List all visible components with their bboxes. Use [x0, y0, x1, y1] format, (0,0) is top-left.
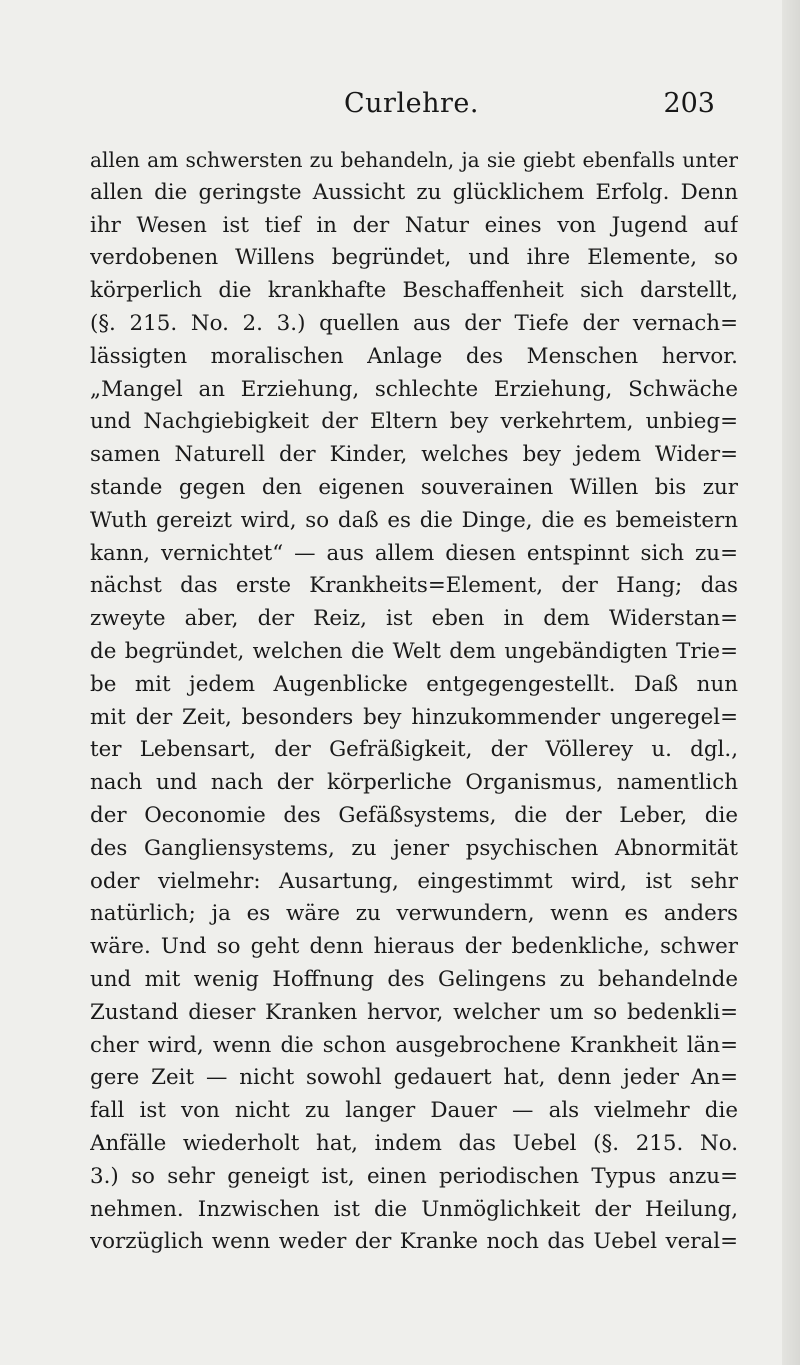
text-line: cher wird, wenn die schon ausgebrochene Krankheit län=	[90, 1032, 738, 1058]
text-line: wäre. Und so geht denn hieraus der bedenkliche, schwer	[90, 934, 738, 960]
text-line: mit der Zeit, besonders bey hinzukommender ungeregel=	[90, 704, 738, 730]
text-line: „Mangel an Erziehung, schlechte Erziehung, Schwäche	[90, 376, 738, 402]
text-line: allen die geringste Aussicht zu glücklichem Erfolg. Denn	[90, 179, 738, 205]
text-line: stande gegen den eigenen souverainen Willen bis zur	[90, 474, 738, 500]
text-line: nach und nach der körperliche Organismus, namentlich	[90, 770, 738, 796]
text-line: ihr Wesen ist tief in der Natur eines von Jugend auf	[90, 212, 738, 238]
text-line: gere Zeit — nicht sowohl gedauert hat, denn jeder An=	[90, 1065, 738, 1091]
text-line: 3.) so sehr geneigt ist, einen periodischen Typus anzu=	[90, 1163, 738, 1189]
text-line: allen am schwersten zu behandeln, ja sie giebt ebenfalls unter	[90, 148, 738, 172]
text-line: und mit wenig Hoffnung des Gelingens zu behandelnde	[90, 966, 738, 992]
text-line: nehmen. Inzwischen ist die Unmöglichkeit der Heilung,	[90, 1196, 738, 1222]
text-line: kann, vernichtet“ — aus allem diesen entspinnt sich zu=	[90, 540, 738, 566]
text-line: Anfälle wiederholt hat, indem das Uebel (§. 215. No.	[90, 1130, 738, 1156]
text-line: de begründet, welchen die Welt dem ungebändigten Trie=	[90, 638, 738, 664]
text-line: natürlich; ja es wäre zu verwundern, wenn es anders	[90, 901, 738, 927]
page-header	[90, 88, 715, 124]
text-line: (§. 215. No. 2. 3.) quellen aus der Tiefe der vernach=	[90, 310, 738, 336]
text-line: be mit jedem Augenblicke entgegengestellt. Daß nun	[90, 671, 738, 697]
text-line: samen Naturell der Kinder, welches bey jedem Wider=	[90, 442, 738, 468]
text-line: oder vielmehr: Ausartung, eingestimmt wird, ist sehr	[90, 868, 738, 894]
text-line: lässigten moralischen Anlage des Menschen hervor.	[90, 343, 738, 369]
page-gutter-shadow	[782, 0, 800, 1365]
text-line: ter Lebensart, der Gefräßigkeit, der Völlerey u. dgl.,	[90, 737, 738, 763]
text-line: Wuth gereizt wird, so daß es die Dinge, die es bemeistern	[90, 507, 738, 533]
text-line: nächst das erste Krankheits=Element, der Hang; das	[90, 573, 738, 599]
body-text	[90, 144, 738, 1259]
page-number: 203	[663, 88, 715, 119]
text-line: Zustand dieser Kranken hervor, welcher um so bedenkli=	[90, 999, 738, 1025]
text-line: körperlich die krankhafte Beschaffenheit sich darstellt,	[90, 278, 738, 304]
text-line: fall ist von nicht zu langer Dauer — als vielmehr die	[90, 1098, 738, 1124]
text-line: zweyte aber, der Reiz, ist eben in dem Widerstan=	[90, 606, 738, 632]
text-line: und Nachgiebigkeit der Eltern bey verkehrtem, unbieg=	[90, 409, 738, 435]
text-line: verdobenen Willens begründet, und ihre Elemente, so	[90, 245, 738, 271]
text-line: der Oeconomie des Gefäßsystems, die der Leber, die	[90, 802, 738, 828]
text-line: des Gangliensystems, zu jener psychischen Abnormität	[90, 835, 738, 861]
running-head: Curlehre.	[344, 88, 479, 119]
text-line: vorzüglich wenn weder der Kranke noch das Uebel veral=	[90, 1229, 738, 1255]
